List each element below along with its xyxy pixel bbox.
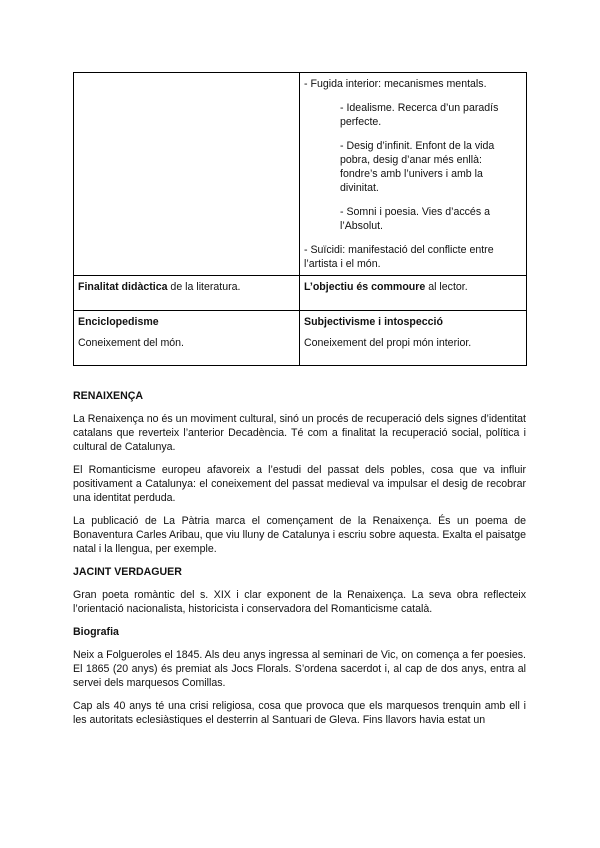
subjectivism-title: Subjectivisme i intospecció <box>304 316 443 328</box>
paragraph: El Romanticisme europeu afavoreix a l’estudi del passat dels pobles, cosa que va influir positivament a Catalunya: el coneixement del passat medieval va impulsar el desig de recobrar una identitat perduda. <box>73 464 526 504</box>
section-heading-verdaguer: JACINT VERDAGUER <box>73 566 182 578</box>
table-row <box>74 311 527 366</box>
table-row <box>74 276 527 311</box>
table-row <box>74 73 527 276</box>
suicide-text: - Suïcidi: manifestació del conflicte entre l’artista i el món. <box>304 244 494 270</box>
paragraph: Cap als 40 anys té una crisi religiosa, cosa que provoca que els marquesos trenquin amb ell i les autoritats eclesiàstiques el desterrin al Santuari de Gleva. Fins llavors havia estat un <box>73 700 526 726</box>
table-cell-encyclopedism <box>74 311 300 366</box>
table-cell-romanticism-escape <box>300 73 527 276</box>
didactic-rest-text: de la literatura. <box>167 281 241 293</box>
comparison-table <box>73 72 527 366</box>
table-cell-empty <box>74 73 300 276</box>
document-body <box>73 389 526 736</box>
objective-rest-text: al lector. <box>425 281 468 293</box>
paragraph: Neix a Folgueroles el 1845. Als deu anys ingressa al seminari de Vic, on comença a fer poesies. El 1865 (20 anys) és premiat als Jocs Florals. S’ordena sacerdot i, al cap de dos anys, entra al servei dels marquesos Comillas. <box>73 649 526 689</box>
table-cell-didactic <box>74 276 300 311</box>
table-cell-objective <box>300 276 527 311</box>
encyclopedism-text: Coneixement del món. <box>78 337 184 349</box>
paragraph: Gran poeta romàntic del s. XIX i clar exponent de la Renaixença. La seva obra reflecteix l’orientació nacionalista, historicista i conservadora del Romanticisme català. <box>73 589 526 615</box>
objective-bold-label: L’objectiu és commoure <box>304 281 426 293</box>
paragraph: La publicació de La Pàtria marca el començament de la Renaixença. És un poema de Bonaventura Carles Aribau, que viu lluny de Catalunya i escriu sobre aquesta. Exalta el paisatge natal i la llengua, per exemple. <box>73 515 526 555</box>
section-heading-renaixenca: RENAIXENÇA <box>73 390 144 402</box>
idealism-text: - Idealisme. Recerca d’un paradís perfecte. <box>340 102 499 128</box>
encyclopedism-title: Enciclopedisme <box>78 316 159 328</box>
paragraph: La Renaixença no és un moviment cultural, sinó un procés de recuperació dels signes d’identitat catalans que reverteix l’anterior Decadència. Té com a finalitat la recuperació social, política i cultural de Catalunya. <box>73 413 526 453</box>
table-cell-subjectivism <box>300 311 527 366</box>
escape-interior-text: - Fugida interior: mecanismes mentals. <box>304 78 487 90</box>
subjectivism-text: Coneixement del propi món interior. <box>304 337 472 349</box>
dream-poetry-text: - Somni i poesia. Vies d’accés a l’Absolut. <box>340 206 490 232</box>
subheading-biografia: Biografia <box>73 626 119 638</box>
infinite-desire-text: - Desig d’infinit. Enfont de la vida pobra, desig d’anar més enllà: fondre’s amb l’univers i amb la divinitat. <box>340 140 495 194</box>
didactic-bold-label: Finalitat didàctica <box>78 281 168 293</box>
